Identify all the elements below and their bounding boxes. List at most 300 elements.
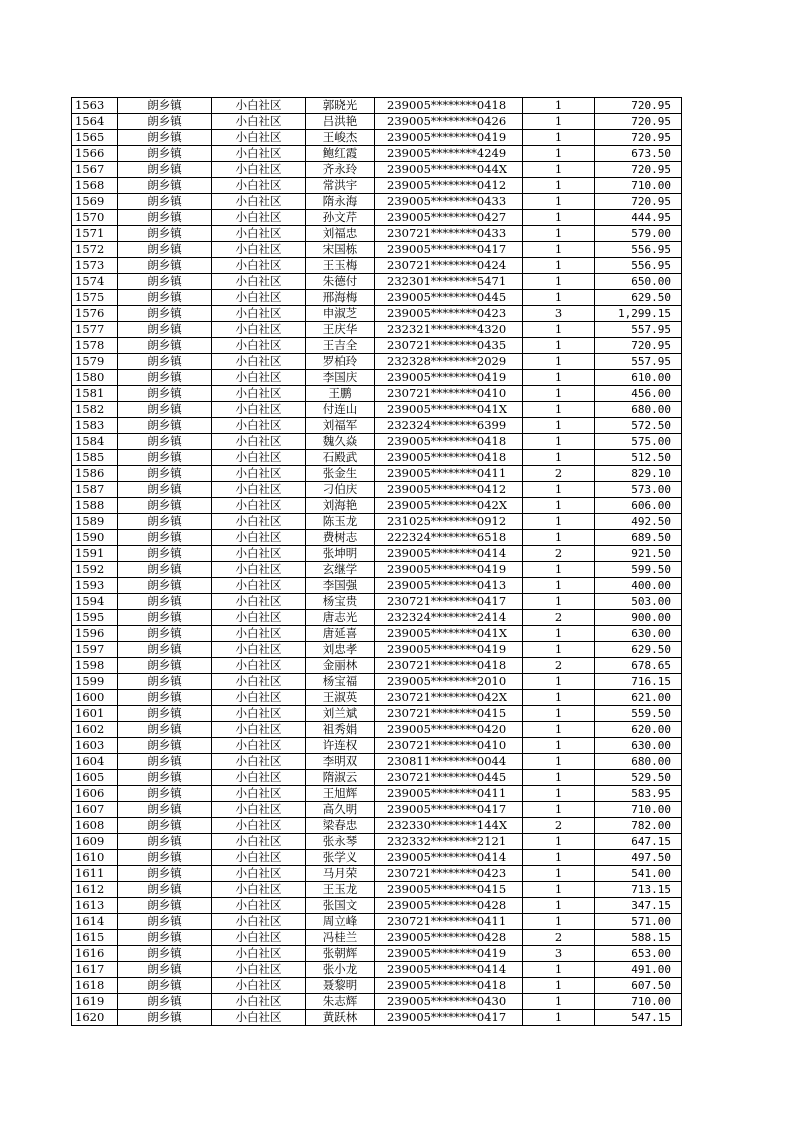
household-count-cell: 1 bbox=[523, 594, 595, 610]
household-count-cell: 1 bbox=[523, 706, 595, 722]
household-count-cell: 1 bbox=[523, 994, 595, 1010]
table-row bbox=[72, 818, 682, 834]
row-number-cell: 1568 bbox=[72, 178, 118, 194]
community-cell: 小白社区 bbox=[212, 402, 306, 418]
community-cell: 小白社区 bbox=[212, 466, 306, 482]
community-cell: 小白社区 bbox=[212, 994, 306, 1010]
amount-cell: 653.00 bbox=[595, 946, 682, 962]
household-count-cell: 3 bbox=[523, 306, 595, 322]
person-name-cell: 朱德付 bbox=[306, 274, 375, 290]
community-cell: 小白社区 bbox=[212, 450, 306, 466]
town-cell: 朗乡镇 bbox=[118, 306, 212, 322]
amount-cell: 573.00 bbox=[595, 482, 682, 498]
person-name-cell: 王淑英 bbox=[306, 690, 375, 706]
row-number-cell: 1565 bbox=[72, 130, 118, 146]
person-name-cell: 周立峰 bbox=[306, 914, 375, 930]
id-number-cell: 239005********0428 bbox=[375, 898, 523, 914]
person-name-cell: 张金生 bbox=[306, 466, 375, 482]
community-cell: 小白社区 bbox=[212, 674, 306, 690]
household-count-cell: 1 bbox=[523, 978, 595, 994]
row-number-cell: 1563 bbox=[72, 98, 118, 114]
town-cell: 朗乡镇 bbox=[118, 818, 212, 834]
community-cell: 小白社区 bbox=[212, 274, 306, 290]
row-number-cell: 1566 bbox=[72, 146, 118, 162]
household-count-cell: 1 bbox=[523, 914, 595, 930]
town-cell: 朗乡镇 bbox=[118, 482, 212, 498]
town-cell: 朗乡镇 bbox=[118, 530, 212, 546]
community-cell: 小白社区 bbox=[212, 194, 306, 210]
table-row bbox=[72, 962, 682, 978]
community-cell: 小白社区 bbox=[212, 706, 306, 722]
town-cell: 朗乡镇 bbox=[118, 722, 212, 738]
row-number-cell: 1594 bbox=[72, 594, 118, 610]
table-row bbox=[72, 274, 682, 290]
person-name-cell: 罗柏玲 bbox=[306, 354, 375, 370]
amount-cell: 629.50 bbox=[595, 642, 682, 658]
row-number-cell: 1589 bbox=[72, 514, 118, 530]
id-number-cell: 239005********0428 bbox=[375, 930, 523, 946]
table-row bbox=[72, 354, 682, 370]
amount-cell: 630.00 bbox=[595, 738, 682, 754]
table-row bbox=[72, 930, 682, 946]
town-cell: 朗乡镇 bbox=[118, 594, 212, 610]
table-row bbox=[72, 562, 682, 578]
table-row bbox=[72, 610, 682, 626]
town-cell: 朗乡镇 bbox=[118, 994, 212, 1010]
table-row bbox=[72, 386, 682, 402]
town-cell: 朗乡镇 bbox=[118, 402, 212, 418]
town-cell: 朗乡镇 bbox=[118, 610, 212, 626]
table-row bbox=[72, 98, 682, 114]
amount-cell: 678.65 bbox=[595, 658, 682, 674]
amount-cell: 782.00 bbox=[595, 818, 682, 834]
id-number-cell: 239005********041X bbox=[375, 626, 523, 642]
town-cell: 朗乡镇 bbox=[118, 434, 212, 450]
amount-cell: 720.95 bbox=[595, 162, 682, 178]
person-name-cell: 梁春忠 bbox=[306, 818, 375, 834]
table-row bbox=[72, 162, 682, 178]
table-row bbox=[72, 850, 682, 866]
community-cell: 小白社区 bbox=[212, 818, 306, 834]
household-count-cell: 1 bbox=[523, 674, 595, 690]
town-cell: 朗乡镇 bbox=[118, 114, 212, 130]
town-cell: 朗乡镇 bbox=[118, 322, 212, 338]
table-row bbox=[72, 994, 682, 1010]
row-number-cell: 1603 bbox=[72, 738, 118, 754]
id-number-cell: 239005********0415 bbox=[375, 882, 523, 898]
person-name-cell: 隋永海 bbox=[306, 194, 375, 210]
community-cell: 小白社区 bbox=[212, 946, 306, 962]
id-number-cell: 231025********0912 bbox=[375, 514, 523, 530]
town-cell: 朗乡镇 bbox=[118, 626, 212, 642]
person-name-cell: 刘海艳 bbox=[306, 498, 375, 514]
amount-cell: 620.00 bbox=[595, 722, 682, 738]
amount-cell: 559.50 bbox=[595, 706, 682, 722]
amount-cell: 512.50 bbox=[595, 450, 682, 466]
row-number-cell: 1618 bbox=[72, 978, 118, 994]
community-cell: 小白社区 bbox=[212, 962, 306, 978]
table-row bbox=[72, 594, 682, 610]
town-cell: 朗乡镇 bbox=[118, 834, 212, 850]
amount-cell: 588.15 bbox=[595, 930, 682, 946]
table-row bbox=[72, 674, 682, 690]
row-number-cell: 1571 bbox=[72, 226, 118, 242]
person-name-cell: 刘福忠 bbox=[306, 226, 375, 242]
community-cell: 小白社区 bbox=[212, 498, 306, 514]
town-cell: 朗乡镇 bbox=[118, 162, 212, 178]
roster-table bbox=[71, 97, 682, 1026]
person-name-cell: 祖秀娟 bbox=[306, 722, 375, 738]
id-number-cell: 239005********0418 bbox=[375, 978, 523, 994]
town-cell: 朗乡镇 bbox=[118, 498, 212, 514]
amount-cell: 547.15 bbox=[595, 1010, 682, 1026]
person-name-cell: 张永琴 bbox=[306, 834, 375, 850]
person-name-cell: 张国文 bbox=[306, 898, 375, 914]
community-cell: 小白社区 bbox=[212, 146, 306, 162]
community-cell: 小白社区 bbox=[212, 866, 306, 882]
person-name-cell: 王鹏 bbox=[306, 386, 375, 402]
person-name-cell: 李明双 bbox=[306, 754, 375, 770]
table-row bbox=[72, 482, 682, 498]
person-name-cell: 李国庆 bbox=[306, 370, 375, 386]
table-row bbox=[72, 722, 682, 738]
town-cell: 朗乡镇 bbox=[118, 274, 212, 290]
table-row bbox=[72, 434, 682, 450]
row-number-cell: 1575 bbox=[72, 290, 118, 306]
community-cell: 小白社区 bbox=[212, 834, 306, 850]
row-number-cell: 1573 bbox=[72, 258, 118, 274]
person-name-cell: 王吉全 bbox=[306, 338, 375, 354]
town-cell: 朗乡镇 bbox=[118, 802, 212, 818]
row-number-cell: 1605 bbox=[72, 770, 118, 786]
community-cell: 小白社区 bbox=[212, 658, 306, 674]
household-count-cell: 1 bbox=[523, 626, 595, 642]
table-row bbox=[72, 370, 682, 386]
amount-cell: 583.95 bbox=[595, 786, 682, 802]
row-number-cell: 1578 bbox=[72, 338, 118, 354]
table-row bbox=[72, 130, 682, 146]
community-cell: 小白社区 bbox=[212, 1010, 306, 1026]
town-cell: 朗乡镇 bbox=[118, 754, 212, 770]
row-number-cell: 1595 bbox=[72, 610, 118, 626]
community-cell: 小白社区 bbox=[212, 978, 306, 994]
household-count-cell: 1 bbox=[523, 450, 595, 466]
row-number-cell: 1582 bbox=[72, 402, 118, 418]
community-cell: 小白社区 bbox=[212, 354, 306, 370]
community-cell: 小白社区 bbox=[212, 882, 306, 898]
person-name-cell: 常洪宇 bbox=[306, 178, 375, 194]
table-row bbox=[72, 514, 682, 530]
community-cell: 小白社区 bbox=[212, 594, 306, 610]
household-count-cell: 1 bbox=[523, 850, 595, 866]
table-row bbox=[72, 898, 682, 914]
row-number-cell: 1574 bbox=[72, 274, 118, 290]
person-name-cell: 孙文芹 bbox=[306, 210, 375, 226]
community-cell: 小白社区 bbox=[212, 226, 306, 242]
household-count-cell: 2 bbox=[523, 610, 595, 626]
id-number-cell: 239005********0417 bbox=[375, 242, 523, 258]
town-cell: 朗乡镇 bbox=[118, 706, 212, 722]
person-name-cell: 刁伯庆 bbox=[306, 482, 375, 498]
community-cell: 小白社区 bbox=[212, 114, 306, 130]
id-number-cell: 239005********0417 bbox=[375, 1010, 523, 1026]
table-row bbox=[72, 242, 682, 258]
community-cell: 小白社区 bbox=[212, 242, 306, 258]
id-number-cell: 230721********0415 bbox=[375, 706, 523, 722]
person-name-cell: 刘福军 bbox=[306, 418, 375, 434]
person-name-cell: 郭晓光 bbox=[306, 98, 375, 114]
amount-cell: 680.00 bbox=[595, 402, 682, 418]
town-cell: 朗乡镇 bbox=[118, 962, 212, 978]
table-row bbox=[72, 450, 682, 466]
community-cell: 小白社区 bbox=[212, 370, 306, 386]
community-cell: 小白社区 bbox=[212, 626, 306, 642]
community-cell: 小白社区 bbox=[212, 210, 306, 226]
amount-cell: 557.95 bbox=[595, 322, 682, 338]
person-name-cell: 王庆华 bbox=[306, 322, 375, 338]
row-number-cell: 1614 bbox=[72, 914, 118, 930]
amount-cell: 716.15 bbox=[595, 674, 682, 690]
person-name-cell: 宋国栋 bbox=[306, 242, 375, 258]
household-count-cell: 1 bbox=[523, 642, 595, 658]
person-name-cell: 费树志 bbox=[306, 530, 375, 546]
id-number-cell: 239005********0411 bbox=[375, 786, 523, 802]
table-row bbox=[72, 530, 682, 546]
town-cell: 朗乡镇 bbox=[118, 578, 212, 594]
amount-cell: 621.00 bbox=[595, 690, 682, 706]
person-name-cell: 黄跃林 bbox=[306, 1010, 375, 1026]
id-number-cell: 222324********6518 bbox=[375, 530, 523, 546]
person-name-cell: 金丽林 bbox=[306, 658, 375, 674]
id-number-cell: 239005********0427 bbox=[375, 210, 523, 226]
table-row bbox=[72, 578, 682, 594]
town-cell: 朗乡镇 bbox=[118, 450, 212, 466]
table-row bbox=[72, 658, 682, 674]
amount-cell: 579.00 bbox=[595, 226, 682, 242]
town-cell: 朗乡镇 bbox=[118, 658, 212, 674]
amount-cell: 503.00 bbox=[595, 594, 682, 610]
community-cell: 小白社区 bbox=[212, 770, 306, 786]
community-cell: 小白社区 bbox=[212, 322, 306, 338]
person-name-cell: 王玉龙 bbox=[306, 882, 375, 898]
row-number-cell: 1584 bbox=[72, 434, 118, 450]
amount-cell: 1,299.15 bbox=[595, 306, 682, 322]
town-cell: 朗乡镇 bbox=[118, 738, 212, 754]
town-cell: 朗乡镇 bbox=[118, 946, 212, 962]
person-name-cell: 王峻杰 bbox=[306, 130, 375, 146]
amount-cell: 720.95 bbox=[595, 98, 682, 114]
table-row bbox=[72, 546, 682, 562]
household-count-cell: 2 bbox=[523, 930, 595, 946]
household-count-cell: 1 bbox=[523, 578, 595, 594]
community-cell: 小白社区 bbox=[212, 130, 306, 146]
household-count-cell: 1 bbox=[523, 194, 595, 210]
table-row bbox=[72, 770, 682, 786]
amount-cell: 710.00 bbox=[595, 994, 682, 1010]
community-cell: 小白社区 bbox=[212, 514, 306, 530]
table-row bbox=[72, 402, 682, 418]
household-count-cell: 1 bbox=[523, 962, 595, 978]
table-row bbox=[72, 754, 682, 770]
row-number-cell: 1579 bbox=[72, 354, 118, 370]
person-name-cell: 高久明 bbox=[306, 802, 375, 818]
row-number-cell: 1576 bbox=[72, 306, 118, 322]
id-number-cell: 230721********0424 bbox=[375, 258, 523, 274]
person-name-cell: 张小龙 bbox=[306, 962, 375, 978]
table-row bbox=[72, 914, 682, 930]
household-count-cell: 1 bbox=[523, 690, 595, 706]
person-name-cell: 刘忠孝 bbox=[306, 642, 375, 658]
row-number-cell: 1596 bbox=[72, 626, 118, 642]
table-row bbox=[72, 338, 682, 354]
amount-cell: 900.00 bbox=[595, 610, 682, 626]
id-number-cell: 232324********6399 bbox=[375, 418, 523, 434]
household-count-cell: 1 bbox=[523, 786, 595, 802]
id-number-cell: 230721********0435 bbox=[375, 338, 523, 354]
amount-cell: 720.95 bbox=[595, 338, 682, 354]
id-number-cell: 230721********0418 bbox=[375, 658, 523, 674]
town-cell: 朗乡镇 bbox=[118, 914, 212, 930]
town-cell: 朗乡镇 bbox=[118, 514, 212, 530]
row-number-cell: 1585 bbox=[72, 450, 118, 466]
community-cell: 小白社区 bbox=[212, 338, 306, 354]
table-row bbox=[72, 146, 682, 162]
household-count-cell: 1 bbox=[523, 242, 595, 258]
household-count-cell: 1 bbox=[523, 338, 595, 354]
household-count-cell: 1 bbox=[523, 866, 595, 882]
table-row bbox=[72, 866, 682, 882]
table-row bbox=[72, 882, 682, 898]
id-number-cell: 239005********0445 bbox=[375, 290, 523, 306]
amount-cell: 571.00 bbox=[595, 914, 682, 930]
row-number-cell: 1569 bbox=[72, 194, 118, 210]
row-number-cell: 1608 bbox=[72, 818, 118, 834]
person-name-cell: 唐延喜 bbox=[306, 626, 375, 642]
amount-cell: 829.10 bbox=[595, 466, 682, 482]
household-count-cell: 1 bbox=[523, 386, 595, 402]
row-number-cell: 1591 bbox=[72, 546, 118, 562]
row-number-cell: 1602 bbox=[72, 722, 118, 738]
household-count-cell: 1 bbox=[523, 130, 595, 146]
row-number-cell: 1620 bbox=[72, 1010, 118, 1026]
town-cell: 朗乡镇 bbox=[118, 418, 212, 434]
amount-cell: 607.50 bbox=[595, 978, 682, 994]
table-row bbox=[72, 226, 682, 242]
id-number-cell: 232332********2121 bbox=[375, 834, 523, 850]
person-name-cell: 李国强 bbox=[306, 578, 375, 594]
amount-cell: 720.95 bbox=[595, 194, 682, 210]
town-cell: 朗乡镇 bbox=[118, 898, 212, 914]
id-number-cell: 239005********0419 bbox=[375, 642, 523, 658]
town-cell: 朗乡镇 bbox=[118, 786, 212, 802]
household-count-cell: 1 bbox=[523, 162, 595, 178]
id-number-cell: 239005********0418 bbox=[375, 450, 523, 466]
person-name-cell: 冯桂兰 bbox=[306, 930, 375, 946]
person-name-cell: 杨宝福 bbox=[306, 674, 375, 690]
household-count-cell: 1 bbox=[523, 434, 595, 450]
person-name-cell: 邢海梅 bbox=[306, 290, 375, 306]
table-row bbox=[72, 626, 682, 642]
id-number-cell: 239005********0419 bbox=[375, 562, 523, 578]
id-number-cell: 232321********4320 bbox=[375, 322, 523, 338]
community-cell: 小白社区 bbox=[212, 786, 306, 802]
row-number-cell: 1598 bbox=[72, 658, 118, 674]
row-number-cell: 1615 bbox=[72, 930, 118, 946]
person-name-cell: 马月荣 bbox=[306, 866, 375, 882]
person-name-cell: 吕洪艳 bbox=[306, 114, 375, 130]
row-number-cell: 1613 bbox=[72, 898, 118, 914]
town-cell: 朗乡镇 bbox=[118, 338, 212, 354]
community-cell: 小白社区 bbox=[212, 434, 306, 450]
id-number-cell: 239005********2010 bbox=[375, 674, 523, 690]
community-cell: 小白社区 bbox=[212, 850, 306, 866]
household-count-cell: 1 bbox=[523, 114, 595, 130]
town-cell: 朗乡镇 bbox=[118, 146, 212, 162]
community-cell: 小白社区 bbox=[212, 178, 306, 194]
table-row bbox=[72, 498, 682, 514]
household-count-cell: 1 bbox=[523, 258, 595, 274]
community-cell: 小白社区 bbox=[212, 898, 306, 914]
id-number-cell: 232330********144X bbox=[375, 818, 523, 834]
community-cell: 小白社区 bbox=[212, 562, 306, 578]
table-row bbox=[72, 306, 682, 322]
row-number-cell: 1600 bbox=[72, 690, 118, 706]
id-number-cell: 239005********0420 bbox=[375, 722, 523, 738]
household-count-cell: 1 bbox=[523, 146, 595, 162]
id-number-cell: 239005********0411 bbox=[375, 466, 523, 482]
id-number-cell: 230721********0433 bbox=[375, 226, 523, 242]
amount-cell: 556.95 bbox=[595, 258, 682, 274]
row-number-cell: 1592 bbox=[72, 562, 118, 578]
row-number-cell: 1587 bbox=[72, 482, 118, 498]
town-cell: 朗乡镇 bbox=[118, 850, 212, 866]
person-name-cell: 隋淑云 bbox=[306, 770, 375, 786]
household-count-cell: 1 bbox=[523, 370, 595, 386]
table-row bbox=[72, 690, 682, 706]
household-count-cell: 1 bbox=[523, 882, 595, 898]
household-count-cell: 1 bbox=[523, 210, 595, 226]
id-number-cell: 232328********2029 bbox=[375, 354, 523, 370]
id-number-cell: 239005********0418 bbox=[375, 434, 523, 450]
town-cell: 朗乡镇 bbox=[118, 130, 212, 146]
person-name-cell: 朱志辉 bbox=[306, 994, 375, 1010]
table-row bbox=[72, 114, 682, 130]
amount-cell: 541.00 bbox=[595, 866, 682, 882]
row-number-cell: 1588 bbox=[72, 498, 118, 514]
household-count-cell: 2 bbox=[523, 466, 595, 482]
row-number-cell: 1577 bbox=[72, 322, 118, 338]
table-row bbox=[72, 706, 682, 722]
household-count-cell: 2 bbox=[523, 658, 595, 674]
row-number-cell: 1606 bbox=[72, 786, 118, 802]
community-cell: 小白社区 bbox=[212, 722, 306, 738]
row-number-cell: 1583 bbox=[72, 418, 118, 434]
row-number-cell: 1599 bbox=[72, 674, 118, 690]
amount-cell: 529.50 bbox=[595, 770, 682, 786]
table-row bbox=[72, 738, 682, 754]
community-cell: 小白社区 bbox=[212, 914, 306, 930]
community-cell: 小白社区 bbox=[212, 738, 306, 754]
amount-cell: 400.00 bbox=[595, 578, 682, 594]
amount-cell: 456.00 bbox=[595, 386, 682, 402]
amount-cell: 347.15 bbox=[595, 898, 682, 914]
id-number-cell: 239005********0417 bbox=[375, 802, 523, 818]
table-row bbox=[72, 978, 682, 994]
table-row bbox=[72, 290, 682, 306]
household-count-cell: 1 bbox=[523, 514, 595, 530]
household-count-cell: 1 bbox=[523, 418, 595, 434]
community-cell: 小白社区 bbox=[212, 530, 306, 546]
